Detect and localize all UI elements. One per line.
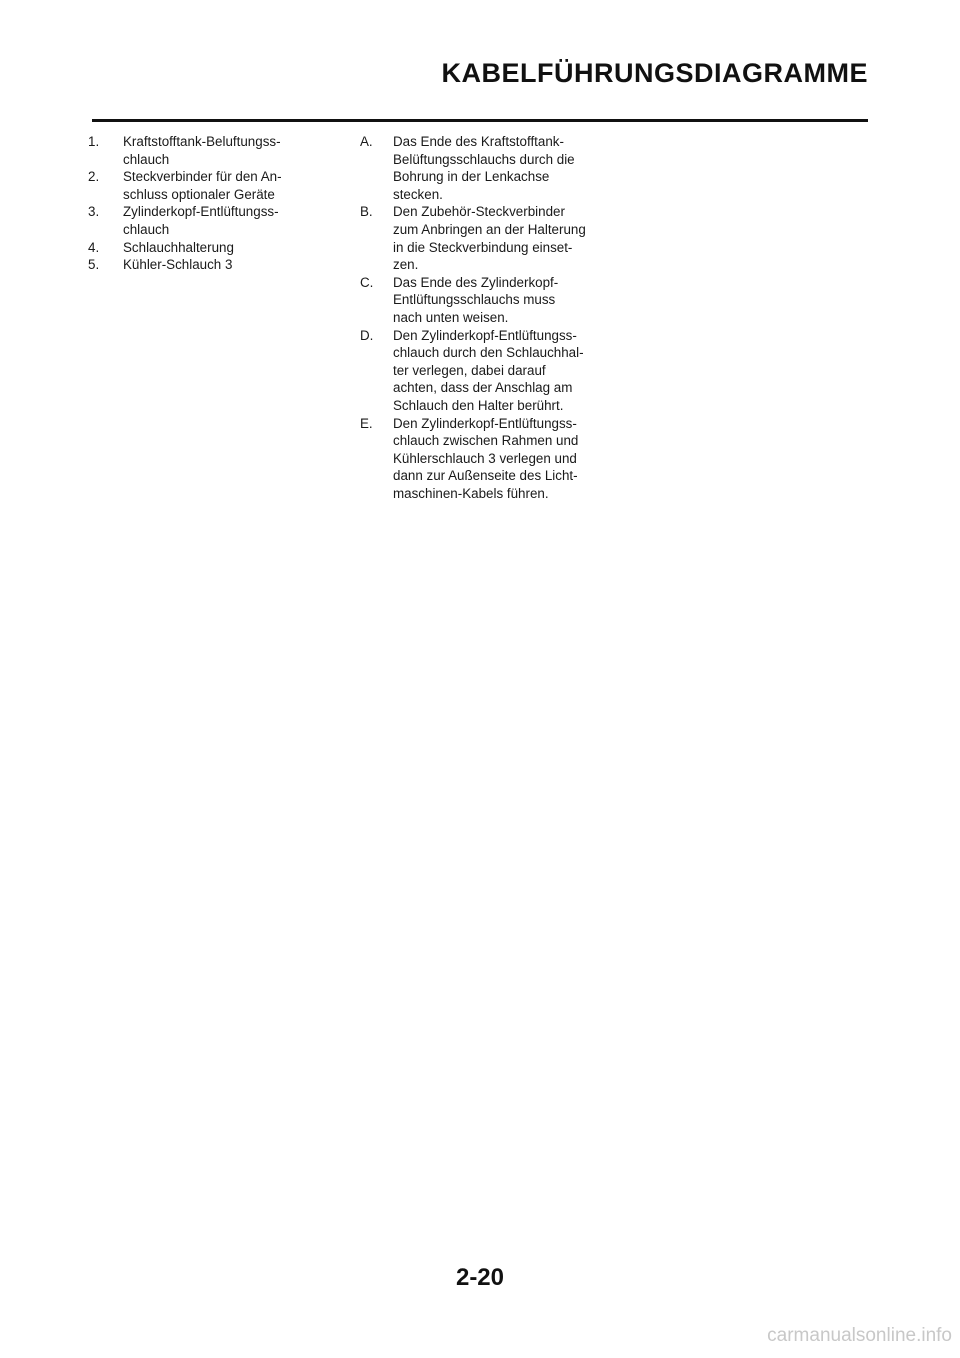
legend-item	[88, 168, 318, 203]
legend-item	[88, 239, 318, 257]
legend-text: Schlauchhalterung	[123, 239, 234, 255]
instruction-letter: C.	[360, 274, 374, 290]
instruction-item	[360, 415, 620, 503]
instruction-item	[360, 133, 620, 203]
legend-text: Steckverbinder für den An- schluss optionaler Geräte	[123, 169, 282, 202]
legend-text: Zylinderkopf-Entlüftungss- chlauch	[123, 204, 279, 237]
instruction-letter: B.	[360, 204, 373, 220]
legend-number: 5.	[88, 257, 100, 273]
watermark: carmanualsonline.info	[767, 1325, 952, 1346]
page-title: KABELFÜHRUNGSDIAGRAMME	[441, 58, 868, 88]
header-rule	[92, 119, 868, 122]
page-number: 2-20	[455, 1264, 505, 1291]
legend-number: 4.	[88, 239, 100, 255]
legend-number: 3.	[88, 204, 100, 220]
instruction-text: Den Zubehör-Steckverbinder zum Anbringen an der Halterung in die Steckverbindung einset- zen.	[393, 204, 586, 273]
instruction-text: Das Ende des Zylinderkopf- Entlüftungsschlauchs muss nach unten weisen.	[393, 274, 559, 325]
instruction-text: Den Zylinderkopf-Entlüftungss- chlauch zwischen Rahmen und Kühlerschlauch 3 verlegen und dann zur Außenseite des Licht- maschinen-Kabels führen.	[393, 415, 579, 501]
instruction-item	[360, 203, 620, 273]
legend-number: 1.	[88, 134, 100, 149]
instruction-letter: A.	[360, 134, 373, 149]
instruction-letter: D.	[360, 327, 374, 343]
instruction-item	[360, 274, 620, 327]
legend-number: 2.	[88, 169, 100, 185]
instruction-letter: E.	[360, 415, 373, 431]
legend-text: Kühler-Schlauch 3	[123, 257, 233, 273]
legend-item	[88, 256, 318, 274]
legend-item	[88, 133, 318, 168]
instruction-text: Den Zylinderkopf-Entlüftungss- chlauch durch den Schlauchhal- ter verlegen, dabei darauf achten, dass der Anschlag am Schlauch den Halter berührt.	[393, 327, 584, 413]
legend-text: Kraftstofftank-Beluftungss- chlauch	[123, 134, 281, 167]
instruction-list	[360, 133, 620, 502]
instruction-text: Das Ende des Kraftstofftank- Belüftungsschlauchs durch die Bohrung in der Lenkachse stecken.	[393, 134, 575, 202]
legend-item	[88, 203, 318, 238]
legend-list	[88, 133, 318, 274]
instruction-item	[360, 327, 620, 415]
